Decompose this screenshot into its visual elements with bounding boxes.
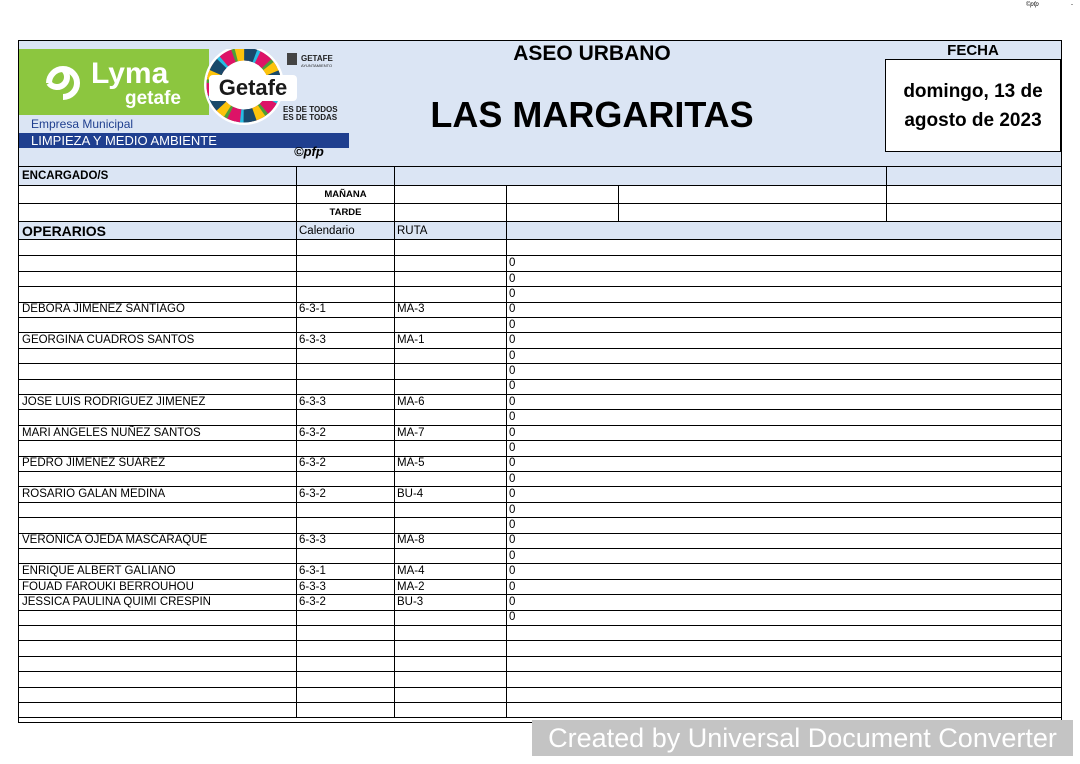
row-ruta: MA-1 xyxy=(397,334,425,347)
row-divider xyxy=(19,440,1061,441)
row-name: DEBORA JIMENEZ SANTIAGO xyxy=(22,303,185,316)
row-divider xyxy=(19,348,1061,349)
row-name: PEDRO JIMENEZ SUAREZ xyxy=(22,457,166,470)
row-val: 0 xyxy=(509,303,516,316)
svg-text:AYUNTAMIENTO: AYUNTAMIENTO xyxy=(301,63,333,68)
row-divider xyxy=(19,640,1061,641)
row-cal: 6-3-2 xyxy=(299,596,326,608)
fecha-value: domingo, 13 de agosto de 2023 xyxy=(885,59,1061,152)
divider xyxy=(19,185,1061,186)
copyright-label: ©pfp xyxy=(294,144,324,159)
row-val: 0 xyxy=(509,596,516,608)
row-name: MARI ANGELES NUÑEZ SANTOS xyxy=(22,426,201,439)
row-divider xyxy=(19,656,1061,657)
row-val: 0 xyxy=(509,565,516,578)
row-divider xyxy=(19,317,1061,318)
svg-text:GETAFE: GETAFE xyxy=(301,54,333,63)
empresa-text: Empresa Municipal xyxy=(31,117,134,131)
row-cal: 6-3-3 xyxy=(299,534,326,547)
row-name: VERONICA OJEDA MASCARAQUE xyxy=(22,534,208,547)
row-val: 0 xyxy=(509,380,516,393)
tarde-label: TARDE xyxy=(329,207,362,218)
row-divider xyxy=(19,379,1061,380)
row-val: 0 xyxy=(509,426,516,439)
row-val: 0 xyxy=(509,257,516,270)
operarios-label: OPERARIOS xyxy=(22,223,107,239)
row-ruta: MA-3 xyxy=(397,303,425,316)
city-seal-icon xyxy=(287,53,334,68)
row-cal: 6-3-2 xyxy=(299,488,326,501)
row-val: 0 xyxy=(509,442,516,454)
row-ruta: MA-6 xyxy=(397,395,425,408)
ruta-header: RUTA xyxy=(397,225,428,237)
operarios-band xyxy=(19,222,1061,239)
department-heading: ASEO URBANO xyxy=(513,42,671,65)
row-divider xyxy=(19,610,1061,611)
row-name: JESSICA PAULINA QUIMI CRESPIN xyxy=(22,596,211,608)
row-name: FOUAD FAROUKI BERROUHOU xyxy=(22,580,194,593)
row-val: 0 xyxy=(509,334,516,347)
row-name: ROSARIO GALAN MEDINA xyxy=(22,488,166,501)
row-val: 0 xyxy=(509,488,516,501)
getafe-wordmark-small: getafe xyxy=(125,88,181,109)
row-val: 0 xyxy=(509,580,516,593)
row-name: JOSE LUIS RODRIGUEZ JIMENEZ xyxy=(22,395,206,408)
top-copyright-mark: ©pfp xyxy=(1026,2,1039,8)
row-ruta: MA-8 xyxy=(397,534,425,547)
row-val: 0 xyxy=(509,365,516,377)
row-divider xyxy=(19,456,1061,457)
page-title: LAS MARGARITAS xyxy=(430,94,754,135)
row-divider xyxy=(19,671,1061,672)
row-ruta: MA-5 xyxy=(397,457,425,470)
row-divider xyxy=(19,363,1061,364)
row-ruta: MA-4 xyxy=(397,565,425,578)
row-val: 0 xyxy=(509,457,516,470)
row-cal: 6-3-1 xyxy=(299,565,326,578)
encargados-band xyxy=(19,167,1061,185)
row-divider xyxy=(19,517,1061,518)
top-dot-mark: - xyxy=(1071,2,1073,8)
divider xyxy=(19,239,1061,240)
row-ruta: BU-4 xyxy=(397,488,424,501)
divider xyxy=(19,203,1061,204)
row-val: 0 xyxy=(509,534,516,547)
row-ruta: BU-3 xyxy=(397,596,424,608)
row-divider xyxy=(19,702,1061,703)
row-ruta: MA-7 xyxy=(397,426,425,439)
row-divider xyxy=(19,687,1061,688)
row-divider xyxy=(19,255,1061,256)
row-val: 0 xyxy=(509,349,516,362)
row-val: 0 xyxy=(509,411,516,424)
column-divider xyxy=(394,222,395,717)
row-val: 0 xyxy=(509,503,516,516)
row-divider xyxy=(19,625,1061,626)
row-cal: 6-3-2 xyxy=(299,457,326,470)
schedule-sheet xyxy=(18,40,1062,723)
row-cal: 6-3-3 xyxy=(299,580,326,593)
row-divider xyxy=(19,271,1061,272)
row-val: 0 xyxy=(509,611,516,624)
row-val: 0 xyxy=(509,519,516,531)
lema-line2: ES DE TODAS xyxy=(283,113,338,122)
row-name: ENRIQUE ALBERT GALIANO xyxy=(22,565,176,578)
divider xyxy=(886,167,887,221)
row-val: 0 xyxy=(509,318,516,331)
row-val: 0 xyxy=(509,272,516,285)
row-val: 0 xyxy=(509,395,516,408)
calendario-header: Calendario xyxy=(299,225,355,237)
getafe-wordmark-big: Getafe xyxy=(218,75,288,100)
manana-label: MAÑANA xyxy=(324,189,367,200)
column-divider xyxy=(506,222,507,717)
row-divider xyxy=(19,486,1061,487)
divider xyxy=(394,167,395,221)
watermark: Created by Universal Document Converter xyxy=(532,720,1073,756)
row-cal: 6-3-3 xyxy=(299,395,326,408)
row-cal: 6-3-3 xyxy=(299,334,326,347)
row-divider xyxy=(19,409,1061,410)
column-divider xyxy=(296,222,297,717)
row-val: 0 xyxy=(509,288,516,300)
limpieza-text: LIMPIEZA Y MEDIO AMBIENTE xyxy=(31,133,217,148)
row-divider xyxy=(19,286,1061,287)
row-name: GEORGINA CUADROS SANTOS xyxy=(22,334,195,347)
row-divider xyxy=(19,717,1061,718)
fecha-label: FECHA xyxy=(947,42,999,59)
encargados-label: ENCARGADO/S xyxy=(22,170,109,182)
row-divider xyxy=(19,548,1061,549)
lyma-wordmark: Lyma xyxy=(91,57,169,90)
lema-line1: ES DE TODOS xyxy=(283,105,338,114)
row-cal: 6-3-1 xyxy=(299,303,326,316)
row-divider xyxy=(19,471,1061,472)
row-val: 0 xyxy=(509,472,516,485)
row-ruta: MA-2 xyxy=(397,580,425,593)
row-val: 0 xyxy=(509,549,516,562)
row-divider xyxy=(19,502,1061,503)
row-cal: 6-3-2 xyxy=(299,426,326,439)
